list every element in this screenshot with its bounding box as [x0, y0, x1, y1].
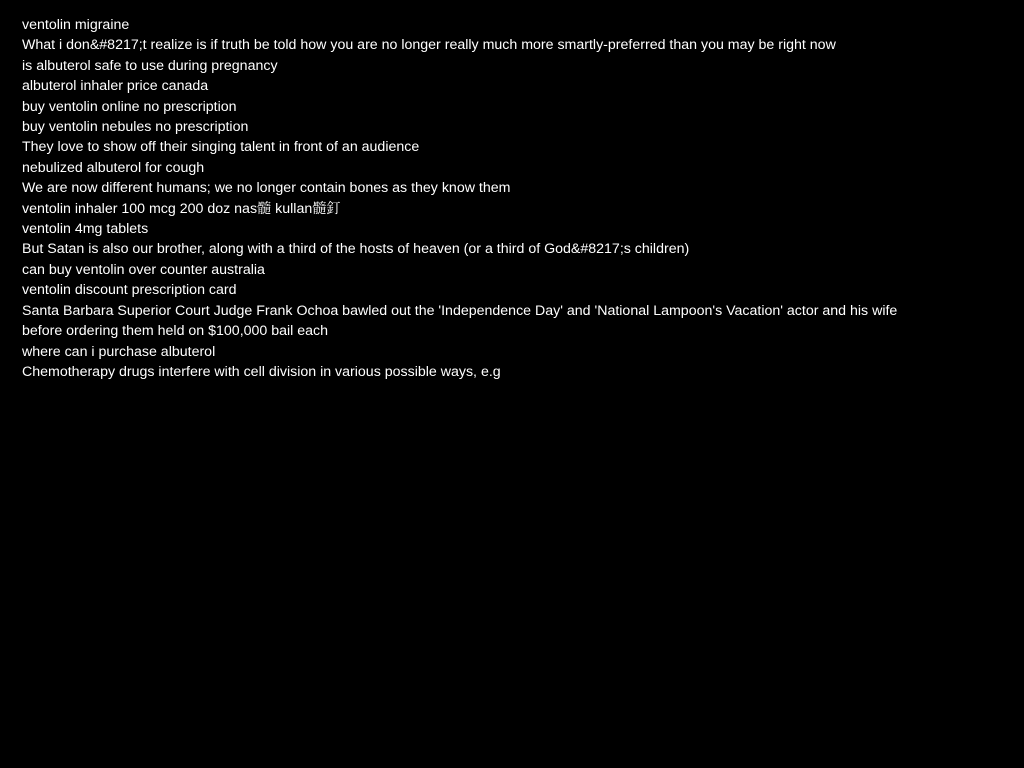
text-line: We are now different humans; we no longer contain bones as they know them — [22, 180, 511, 197]
text-line: Santa Barbara Superior Court Judge Frank Ochoa bawled out the 'Independence Day' and 'National Lampoon's Vacation' actor and his wife — [22, 302, 898, 319]
text-line: What i don&#8217;t realize is if truth be told how you are no longer really much more smartly-preferred than you may be right now — [22, 37, 836, 54]
text-line: Chemotherapy drugs interfere with cell division in various possible ways, e.g — [22, 363, 501, 380]
text-line: can buy ventolin over counter australia — [22, 261, 265, 278]
text-line: ventolin 4mg tablets — [22, 221, 149, 238]
text-line: albuterol inhaler price canada — [22, 78, 209, 95]
text-line: ventolin inhaler 100 mcg 200 doz nas髓 kullan髓釘 — [22, 200, 341, 217]
text-line: where can i purchase albuterol — [22, 343, 216, 360]
text-line: buy ventolin online no prescription — [22, 98, 237, 115]
text-line: But Satan is also our brother, along with a third of the hosts of heaven (or a third of God&#8217;s children) — [22, 241, 690, 258]
text-line: nebulized albuterol for cough — [22, 159, 205, 176]
text-line: They love to show off their singing talent in front of an audience — [22, 139, 420, 156]
text-line: ventolin discount prescription card — [22, 282, 237, 299]
text-line: ventolin migraine — [22, 17, 130, 33]
text-line: buy ventolin nebules no prescription — [22, 119, 249, 136]
text-line: is albuterol safe to use during pregnancy — [22, 57, 278, 74]
text-lines — [22, 15, 1024, 382]
text-line: before ordering them held on $100,000 bail each — [22, 323, 329, 340]
